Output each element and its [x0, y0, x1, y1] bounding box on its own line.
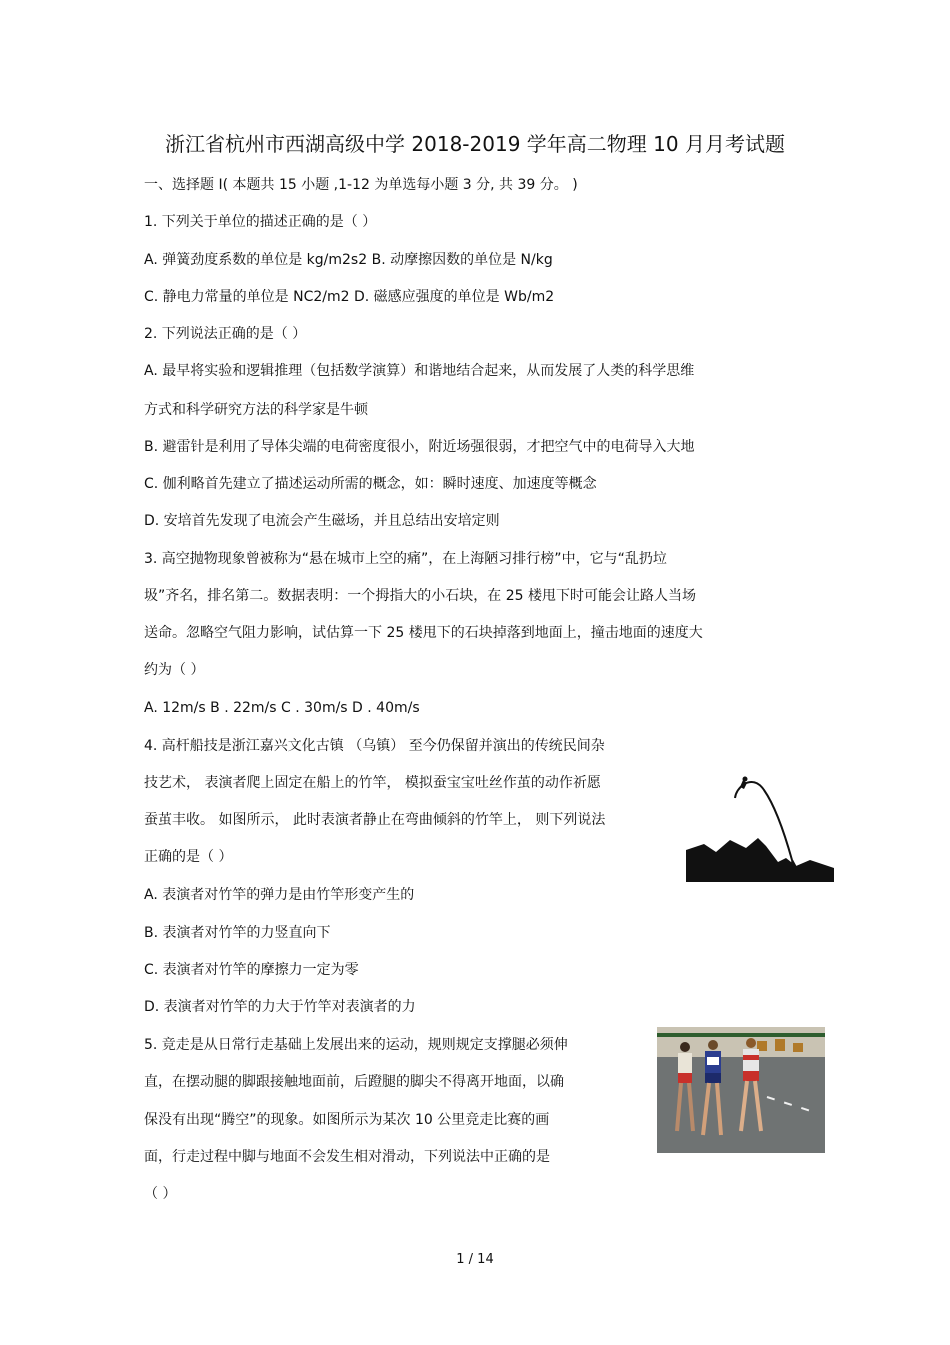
question-1: 1. 下列关于单位的描述正确的是（ ）	[144, 214, 377, 230]
question-2: 2. 下列说法正确的是（ ）	[144, 326, 307, 342]
q3-options: A. 12m/s B . 22m/s C . 30m/s D . 40m/s	[144, 700, 420, 716]
race-walk-figure	[657, 1027, 825, 1153]
question-5: 5. 竞走是从日常行走基础上发展出来的运动，规则规定支撑腿必须伸	[144, 1037, 568, 1053]
pole-boat-silhouette	[686, 770, 834, 882]
question-5-line-4: 面，行走过程中脚与地面不会发生相对滑动，下列说法中正确的是	[144, 1149, 550, 1165]
question-4-line-3: 蚕茧丰收。 如图所示， 此时表演者静止在弯曲倾斜的竹竿上， 则下列说法	[144, 812, 606, 828]
question-3-line-2: 圾”齐名，排名第二。数据表明：一个拇指大的小石块，在 25 楼甩下时可能会让路人当场	[144, 588, 696, 604]
question-5-line-3: 保没有出现“腾空”的现象。如图所示为某次 10 公里竞走比赛的画	[144, 1112, 550, 1128]
question-3: 3. 高空抛物现象曾被称为“悬在城市上空的痛”，在上海陋习排行榜”中，它与“乱扔垃	[144, 551, 667, 567]
q1-options-cd: C. 静电力常量的单位是 NC2/m2 D. 磁感应强度的单位是 Wb/m2	[144, 289, 555, 305]
page-number: 1 / 14	[456, 1252, 494, 1267]
question-5-line-2: 直，在摆动腿的脚跟接触地面前，后蹬腿的脚尖不得离开地面，以确	[144, 1074, 564, 1090]
q4-option-b: B. 表演者对竹竿的力竖直向下	[144, 925, 331, 941]
question-4: 4. 高杆船技是浙江嘉兴文化古镇 （乌镇） 至今仍保留并演出的传统民间杂	[144, 738, 605, 754]
q4-option-a: A. 表演者对竹竿的弹力是由竹竿形变产生的	[144, 887, 415, 903]
q4-option-d: D. 表演者对竹竿的力大于竹竿对表演者的力	[144, 999, 416, 1015]
q2-option-c: C. 伽利略首先建立了描述运动所需的概念，如：瞬时速度、加速度等概念	[144, 476, 597, 492]
pole-boat-figure	[686, 770, 834, 882]
race-walk-photo	[657, 1027, 825, 1153]
q4-option-c: C. 表演者对竹竿的摩擦力一定为零	[144, 962, 359, 978]
section-heading: 一、选择题 I( 本题共 15 小题 ,1-12 为单选每小题 3 分, 共 39 分。 )	[144, 177, 578, 193]
exam-title: 浙江省杭州市西湖高级中学 2018-2019 学年高二物理 10 月月考试题	[165, 132, 785, 156]
q2-option-a-cont: 方式和科学研究方法的科学家是牛顿	[144, 402, 368, 418]
question-4-line-4: 正确的是（ ）	[144, 849, 233, 865]
q1-options-ab: A. 弹簧劲度系数的单位是 kg/m2s2 B. 动摩擦因数的单位是 N/kg	[144, 252, 553, 268]
q2-option-d: D. 安培首先发现了电流会产生磁场，并且总结出安培定则	[144, 513, 500, 529]
q2-option-b: B. 避雷针是利用了导体尖端的电荷密度很小，附近场强很弱，才把空气中的电荷导入大地	[144, 439, 695, 455]
q2-option-a: A. 最早将实验和逻辑推理（包括数学演算）和谐地结合起来，从而发展了人类的科学思维	[144, 363, 695, 379]
question-3-line-3: 送命。忽略空气阻力影响，试估算一下 25 楼甩下的石块掉落到地面上，撞击地面的速度大	[144, 625, 703, 641]
question-4-line-2: 技艺术， 表演者爬上固定在船上的竹竿， 模拟蚕宝宝吐丝作茧的动作祈愿	[144, 775, 601, 791]
question-3-line-4: 约为（ ）	[144, 662, 205, 678]
question-5-line-5: （ ）	[144, 1186, 177, 1202]
